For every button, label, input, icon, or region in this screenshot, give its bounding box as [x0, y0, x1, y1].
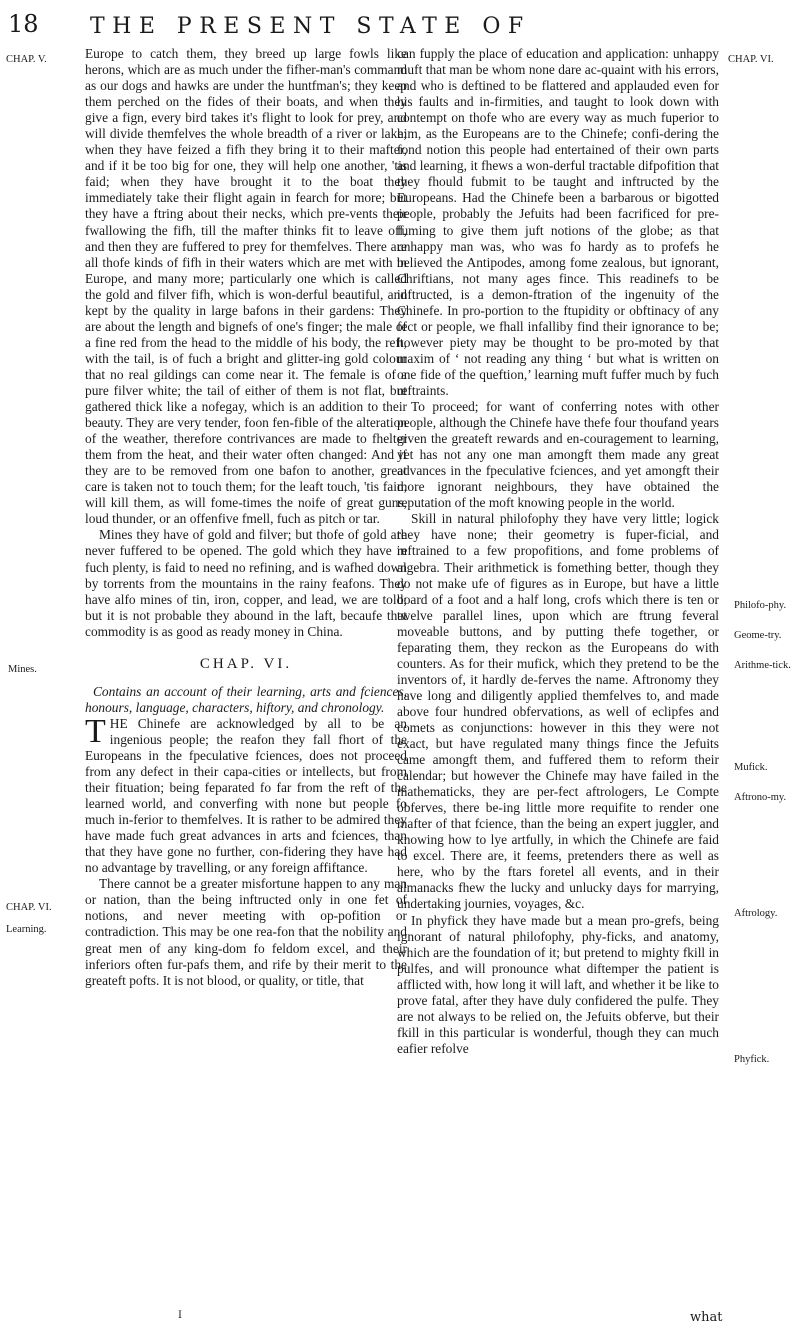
left-column: [85, 46, 407, 989]
paragraph: [85, 712, 407, 876]
page-header: [0, 4, 800, 44]
signature-mark: I: [178, 1310, 182, 1321]
margin-note-chap-vi-right: CHAP. VI.: [728, 54, 774, 65]
margin-note-chap-vi: CHAP. VI.: [6, 902, 52, 913]
chapter-contents: Contains an account of their learning, arts and fciences, honours, language, characters, hiftory, and chronology.: [85, 683, 407, 715]
paragraph: Europe to catch them, they breed up large fowls like herons, which are as much under the fifher-man's command as our dogs and hawks are under the huntfman's; they keep them perched on the fides of their boats, and when they give a fign, every bird takes it's flight to look for prey, and will divide themfelves the whole breadth of a river or lake; when they have feized a fifh they bring it to their mafter, and if it be too big for one, they will help one another, 'tis faid; when they have brought it to the boat they immediately take their flight again in fearch for more; but they have a ftring about their necks, which pre-vents their fwallowing the fifh, till the mafter thinks fit to leave off, and then they are fuffered to prey for themfelves. There are all thofe kinds of fifh in their waters which are met with in Europe, and many more; particularly one which is called the gold and filver fifh, which is won-derful beautiful, and kept by the quality in large bafons in their gardens: They are about the length and bignefs of one's finger; the male of a fine red from the head to the middle of his body, the reft, with the tail, is of fuch a bright and glitter-ing gold colour that no real gildings can come near it. The female is of a pure filver white; the tail of either of them is not flat, but gathered thick like a nofegay, which is an addition to their beauty. They are very tender, foon fen-fible of the alteration of the weather, therefore contrivances are made to fhelter them from the heat, and their water often changed: And if they are to be removed from one bafon to another, great care is taken not to touch them; for the leaft touch, 'tis faid, will kill them, as will fome-times the noife of great guns, loud thunder, or an offenfive fmell, fuch as pitch or tar.: [85, 46, 407, 527]
paragraph-text: HE Chinefe are acknowledged by all to be an ingenious people; the reafon they fall fhort of the Europeans in the fpeculative fciences, does not proceed from any defect in their capa-cities or intellects, but from their fituation; being feparated fo far from the reft of the learned world, and converfing with none but people fo much in-ferior to themfelves. It is rather to be admired they have made fuch great advances in arts and fciences, than that they have gone no further, con-fidering they have had no advantage by travelling, or any foreign affiftance.: [85, 715, 407, 876]
paragraph: To proceed; for want of conferring notes with other people, although the Chinefe have thefe four thoufand years given the greateft rewards and en-couragement to learning, yet has not any one man amongft them made any great advances in the fpeculative fciences, and yet amongft their more ignorant neighbours, they have obtained the reputation of the moft knowing people in the world.: [397, 399, 719, 511]
paragraph: Mines they have of gold and filver; but thofe of gold are never fuffered to be opened. The gold which they have in fuch plenty, is faid to need no refining, and is wafhed down by torrents from the mountains in the rainy feafons. They have alfo mines of tin, iron, copper, and lead, we are told; but it is not probable they abound in the laft, becaufe that commodity is as good as ready money in China.: [85, 527, 407, 639]
margin-note-chap-v: CHAP. V.: [6, 54, 47, 65]
right-column: [397, 46, 719, 1057]
paragraph: In phyfick they have made but a mean pro-grefs, being ignorant of natural philofophy, phy-ficks, and anatomy, which are the foundation of it; but pretend to mighty fkill in pulfes, and will pronounce what diftemper the patient is afflicted with, how long it will laft, and whether it be like to prove fatal, after they have duly confidered the pulfe. They are not always to be relied on, the Jefuits obferve, but their fkill in this particular is wonderful, though they can much eafier refolve: [397, 912, 719, 1056]
drop-cap: T: [85, 712, 106, 750]
running-title: THE PRESENT STATE OF: [90, 14, 531, 39]
paragraph: Skill in natural philofophy they have very little; logick they have none; their geometry is fuper-ficial, and reftrained to a few propofitions, and fome problems of algebra. Their arithmetick is fomething better, though they do not make ufe of figures as in Europe, but have a little board of a foot and a half long, crofs which there is ten or twelve parallel lines, upon which are ftrung feveral moveable buttons, and by putting thefe together, or feparating them, they reckon as the Europeans do with counters. As for their mufick, which they pretend to be the inventors of, it hardly de-ferves the name. Aftronomy they have long and diligently applied themfelves to, and made above four hundred obfervations, as well of eclipfes and comets as conjunctions: however in this they were not exact, but have regulated many things fince the Jefuits came amongft them, and fuffered them to reform their calendar; but however the Chinefe may have failed in the mathematicks, they are per-fect aftrologers, Le Compte obferves, there be-ing little more requifite to render one mafter of that fcience, than the being an expert juggler, and knowing how to lye artfully, in which the Chinefe are faid to excel. There are, it feems, pretenders there as well as here, who by the ftars foretel all events, and in their almanacks fhew the lucky and unlucky days for marrying, undertaking journies, voyages, &c.: [397, 511, 719, 912]
chapter-heading: CHAP. VI.: [199, 655, 293, 672]
margin-note-philosophy: Philofo-phy.: [734, 600, 787, 611]
margin-note-musick: Mufick.: [734, 762, 768, 773]
margin-note-mines: Mines.: [8, 664, 37, 675]
paragraph: There cannot be a greater misfortune happen to any man or nation, than the being inftructed only in one fet of notions, and never meeting with op-pofition or contradiction. This may be one rea-fon that the nobility and great men of any king-dom fo feldom excel, and their inferiors often fur-pafs them, and rife by their merit to the greateft pofts. It is not blood, or quality, or title, that: [85, 876, 407, 988]
margin-note-geometry: Geome-try.: [734, 630, 782, 641]
margin-note-physick: Phyfick.: [734, 1054, 770, 1065]
margin-note-learning: Learning.: [6, 924, 47, 935]
paragraph: can fupply the place of education and application: unhappy muft that man be whom none dare ac-quaint with his errors, and who is deftined to be flattered and applauded even for his faults and in-firmities, and taught to look down with contempt on thofe who are every way as much fuperior to him, as the Europeans are to the Chinefe; confi-dering the fond notion this people had entertained of their own parts and learning, it fhews a won-derful tractable difpofition that they fhould fubmit to be taught and inftructed by the Europeans. Had the Chinefe been a barbarous or bigotted people, probably the Jefuits had been facrificed for pre-fuming to give them juft notions of the globe; as that unhappy man was, who was fo hardy as to profefs he believed the Antipodes, among fome zealous, but ignorant, Chriftians, not many ages fince. This readinefs to be inftructed, is a demon-ftration of the ingenuity of the Chinefe. In pro-portion to the ftupidity or obftinacy of any fect or people, we fhall infalliby find their ignorance to be; however piety may be thought to be pro-moted by that maxim of ‘ not reading any thing ‘ but what is written on one fide of the queftion,’ learning muft fuffer much by fuch reftraints.: [397, 46, 719, 398]
catchword: what: [690, 1310, 723, 1325]
margin-note-astronomy: Aftrono-my.: [734, 792, 787, 803]
page-number: 18: [8, 10, 39, 38]
margin-note-astrology: Aftrology.: [734, 908, 778, 919]
margin-note-arithmetick: Arithme-tick.: [734, 660, 791, 671]
